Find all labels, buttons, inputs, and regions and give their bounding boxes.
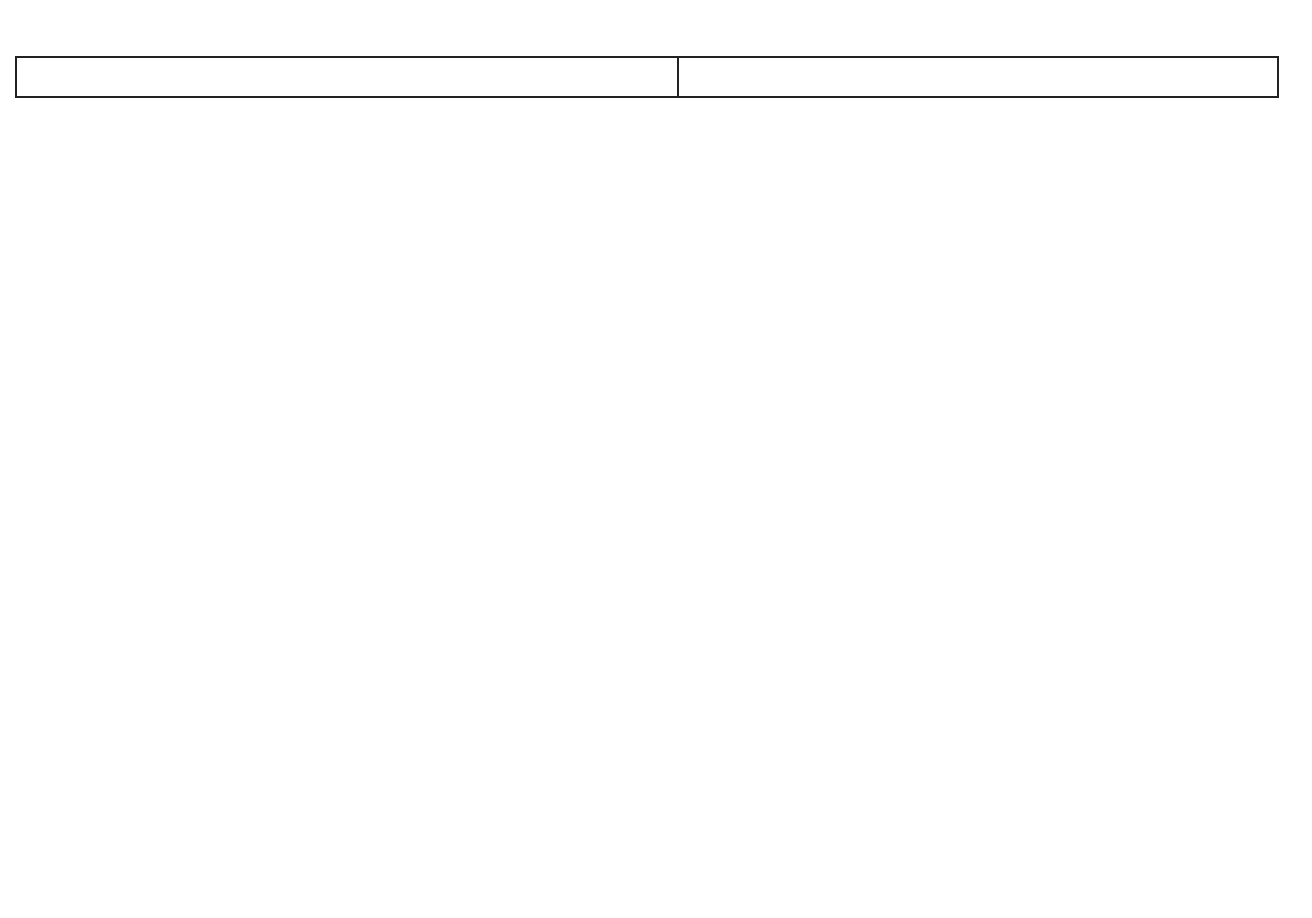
symptom-column-header bbox=[16, 57, 678, 97]
symptom-table bbox=[15, 56, 1279, 98]
page-cut bbox=[15, 642, 1277, 648]
suspect-area-column-header bbox=[678, 57, 1278, 97]
table-header-row bbox=[16, 57, 1278, 97]
